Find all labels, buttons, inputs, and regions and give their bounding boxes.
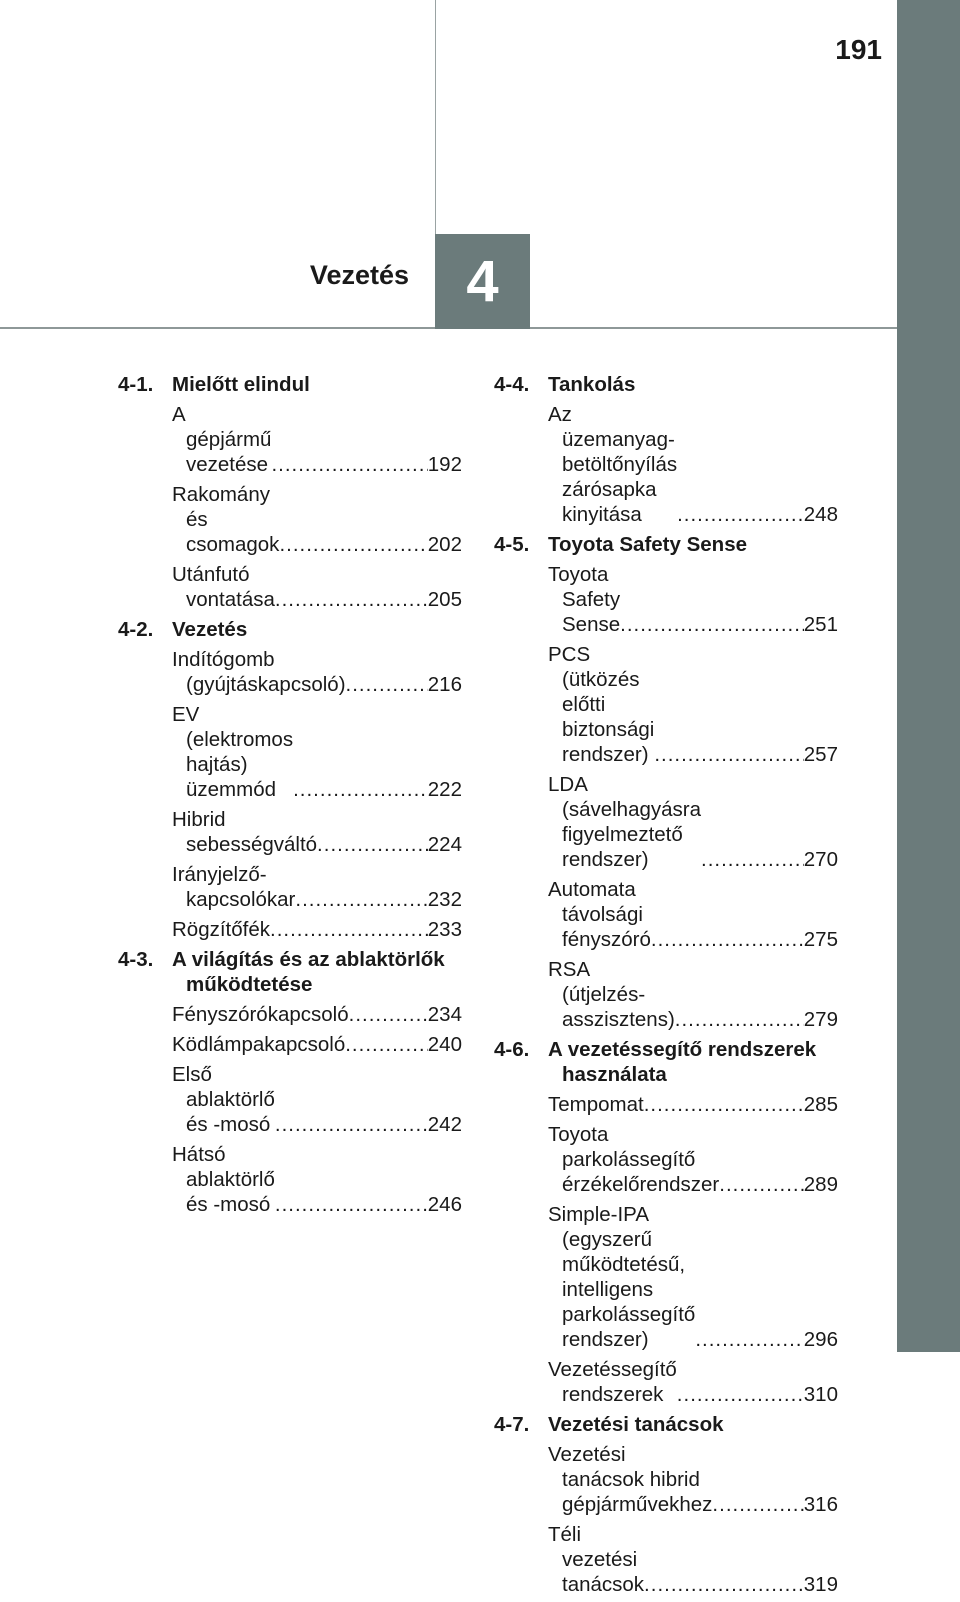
dot-leader — [644, 1092, 804, 1117]
dot-leader — [279, 532, 427, 557]
dot-leader — [677, 1382, 804, 1407]
toc-entry[interactable] — [172, 562, 462, 612]
entry-page-number: 319 — [803, 1573, 838, 1596]
toc-entry[interactable] — [172, 807, 462, 857]
section-title: Mielőtt elindul — [172, 373, 310, 396]
toc-section — [118, 947, 462, 1217]
entry-title: Ködlámpakapcsoló — [172, 1033, 346, 1056]
dot-leader — [712, 1492, 803, 1517]
dot-leader — [271, 452, 427, 477]
entry-title: Toyota Safety Sense — [548, 563, 621, 636]
toc-entry[interactable] — [548, 1357, 838, 1407]
page-number: 191 — [835, 34, 882, 65]
entry-page-number: 232 — [427, 888, 462, 911]
toc-entry[interactable] — [172, 917, 462, 942]
toc-entry[interactable] — [548, 1202, 838, 1352]
entry-title: PCS (ütközés előtti biztonsági rendszer) — [548, 643, 655, 766]
section-heading[interactable] — [494, 372, 838, 397]
entry-page-number: 192 — [427, 453, 462, 476]
dot-leader — [346, 672, 428, 697]
entry-title: Automata távolsági fényszóró — [548, 878, 651, 951]
section-title: Tankolás — [548, 373, 636, 396]
entry-page-number: 205 — [427, 588, 462, 611]
entry-title: Első ablaktörlő és -mosó — [172, 1063, 275, 1136]
toc-entry[interactable] — [172, 1002, 462, 1027]
entry-page-number: 240 — [427, 1033, 462, 1056]
entry-page-number: 246 — [427, 1193, 462, 1216]
section-number: 4-3. — [118, 948, 154, 971]
toc-entry[interactable] — [548, 772, 838, 872]
toc-entry[interactable] — [172, 402, 462, 477]
toc-entry[interactable] — [172, 862, 462, 912]
toc-entry[interactable] — [548, 957, 838, 1032]
toc-section — [494, 532, 838, 1032]
entry-title: EV (elektromos hajtás) üzemmód — [172, 703, 294, 801]
entry-title: Rögzítőfék — [172, 918, 270, 941]
section-number: 4-2. — [118, 618, 154, 641]
section-heading[interactable] — [494, 532, 838, 557]
dot-leader — [654, 742, 803, 767]
section-heading[interactable] — [494, 1412, 838, 1437]
entry-page-number: 248 — [803, 503, 838, 526]
dot-leader — [293, 777, 428, 802]
entry-page-number: 285 — [803, 1093, 838, 1116]
toc-entry[interactable] — [548, 1522, 838, 1597]
toc-entry[interactable] — [548, 1122, 838, 1197]
toc-entry[interactable] — [172, 647, 462, 697]
section-heading[interactable] — [118, 617, 462, 642]
dot-leader — [270, 917, 428, 942]
entry-page-number: 233 — [427, 918, 462, 941]
entry-page-number: 289 — [803, 1173, 838, 1196]
dot-leader — [675, 1007, 804, 1032]
toc-entry[interactable] — [548, 642, 838, 767]
section-title: Vezetési tanácsok — [548, 1413, 724, 1436]
entry-title: RSA (útjelzés-asszisztens) — [548, 958, 675, 1031]
toc-right-column — [494, 372, 838, 1602]
entry-title: Hátsó ablaktörlő és -mosó — [172, 1143, 275, 1216]
dot-leader — [345, 1032, 428, 1057]
entry-title: A gépjármű vezetése — [172, 403, 272, 476]
entry-title: LDA (sávelhagyásra figyelmeztető rendszer) — [548, 773, 702, 871]
entry-title: Utánfutó vontatása — [172, 563, 275, 611]
entry-page-number: 251 — [803, 613, 838, 636]
entry-title: Téli vezetési tanácsok — [548, 1523, 645, 1596]
entry-title: Hibrid sebességváltó — [172, 808, 318, 856]
entry-page-number: 224 — [427, 833, 462, 856]
entry-title: Vezetési tanácsok hibrid gépjárművekhez — [548, 1443, 713, 1516]
toc-entry[interactable] — [548, 1442, 838, 1517]
section-title: A vezetéssegítő rendszerek használata — [548, 1038, 817, 1086]
dot-leader — [701, 847, 804, 872]
toc-left-column — [118, 372, 462, 1222]
entry-page-number: 216 — [427, 673, 462, 696]
toc-section — [494, 372, 838, 527]
vertical-divider — [435, 0, 436, 234]
dot-leader — [317, 832, 428, 857]
section-title: Toyota Safety Sense — [548, 533, 747, 556]
entry-page-number: 242 — [427, 1113, 462, 1136]
entry-page-number: 279 — [803, 1008, 838, 1031]
toc-section — [494, 1412, 838, 1597]
section-number: 4-4. — [494, 373, 530, 396]
section-number: 4-1. — [118, 373, 154, 396]
section-heading[interactable] — [118, 372, 462, 397]
entry-page-number: 202 — [427, 533, 462, 556]
entry-page-number: 234 — [427, 1003, 462, 1026]
toc-entry[interactable] — [172, 1032, 462, 1057]
chapter-number-box: 4 — [435, 234, 530, 329]
entry-page-number: 275 — [803, 928, 838, 951]
dot-leader — [677, 502, 804, 527]
section-heading[interactable] — [494, 1037, 838, 1087]
entry-title: Indítógomb (gyújtáskapcsoló) — [172, 648, 346, 696]
dot-leader — [295, 887, 427, 912]
entry-page-number: 296 — [803, 1328, 838, 1351]
entry-page-number: 257 — [803, 743, 838, 766]
toc-entry[interactable] — [172, 482, 462, 557]
dot-leader — [275, 1192, 428, 1217]
dot-leader — [620, 612, 804, 637]
toc-entry[interactable] — [172, 702, 462, 802]
dot-leader — [275, 1112, 428, 1137]
entry-title: Tempomat — [548, 1093, 644, 1116]
section-title: A világítás és az ablaktörlők működtetése — [172, 948, 445, 996]
entry-title: Az üzemanyag-betöltőnyílás zárósapka kinyitása — [548, 403, 678, 526]
toc-entry[interactable] — [548, 562, 838, 637]
entry-title: Vezetéssegítő rendszerek — [548, 1358, 677, 1406]
entry-page-number: 222 — [427, 778, 462, 801]
entry-title: Irányjelző-kapcsolókar — [172, 863, 296, 911]
dot-leader — [644, 1572, 804, 1597]
entry-title: Toyota parkolássegítő érzékelőrendszer — [548, 1123, 720, 1196]
dot-leader — [719, 1172, 804, 1197]
entry-title: Rakomány és csomagok — [172, 483, 280, 556]
dot-leader — [695, 1327, 803, 1352]
toc-entry[interactable] — [548, 1092, 838, 1117]
section-number: 4-6. — [494, 1038, 530, 1061]
entry-page-number: 316 — [803, 1493, 838, 1516]
entry-page-number: 310 — [803, 1383, 838, 1406]
dot-leader — [651, 927, 804, 952]
toc-entry[interactable] — [548, 877, 838, 952]
chapter-side-tab — [897, 0, 960, 1352]
toc-section — [118, 372, 462, 612]
section-number: 4-5. — [494, 533, 530, 556]
dot-leader — [349, 1002, 428, 1027]
entry-title: Fényszórókapcsoló — [172, 1003, 349, 1026]
section-title: Vezetés — [172, 618, 248, 641]
chapter-title: Vezetés — [309, 260, 409, 290]
section-heading[interactable] — [118, 947, 462, 997]
toc-entry[interactable] — [172, 1062, 462, 1137]
toc-entry[interactable] — [172, 1142, 462, 1217]
section-number: 4-7. — [494, 1413, 530, 1436]
entry-page-number: 270 — [803, 848, 838, 871]
toc-section — [118, 617, 462, 942]
toc-entry[interactable] — [548, 402, 838, 527]
entry-title: Simple-IPA (egyszerű működtetésű, intelligens parkolássegítő rendszer) — [548, 1203, 696, 1351]
dot-leader — [275, 587, 428, 612]
